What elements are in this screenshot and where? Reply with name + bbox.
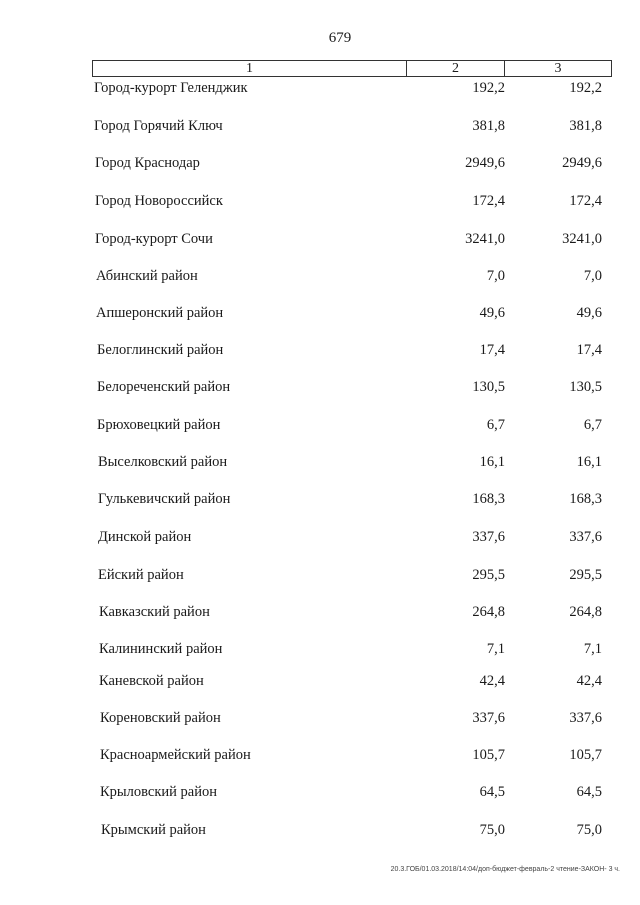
row-value-col3: 172,4: [569, 193, 602, 209]
row-value-col2: 337,6: [472, 529, 505, 545]
row-name: Кореновский район: [100, 710, 221, 726]
row-value-col2: 192,2: [472, 80, 505, 96]
row-value-col2: 130,5: [472, 379, 505, 395]
row-value-col3: 381,8: [569, 118, 602, 134]
row-name: Город-курорт Геленджик: [94, 80, 248, 96]
table-row: [0, 415, 640, 435]
row-value-col3: 42,4: [576, 673, 602, 689]
row-value-col3: 2949,6: [562, 155, 602, 171]
row-name: Каневской район: [99, 673, 204, 689]
row-name: Калининский район: [99, 641, 223, 657]
row-value-col3: 105,7: [569, 747, 602, 763]
row-value-col3: 64,5: [576, 784, 602, 800]
row-value-col3: 168,3: [569, 491, 602, 507]
row-value-col3: 75,0: [576, 822, 602, 838]
table-row: [0, 266, 640, 286]
row-name: Крымский район: [101, 822, 206, 838]
footer-note: 20.3.ГОБ/01.03.2018/14:04/доп-бюджет-февраль-2 чтение-ЗАКОН- 3 ч.: [390, 866, 620, 873]
row-name: Абинский район: [96, 268, 198, 284]
row-value-col3: 17,4: [576, 342, 602, 358]
table-row: [0, 116, 640, 136]
row-value-col2: 7,0: [486, 268, 505, 284]
row-value-col2: 381,8: [472, 118, 505, 134]
row-name: Белореченский район: [97, 379, 231, 395]
row-name: Гулькевичский район: [98, 491, 231, 507]
table-row: [0, 489, 640, 509]
row-name: Красноармейский район: [100, 747, 251, 763]
row-name: Город Краснодар: [95, 155, 200, 171]
row-value-col2: 16,1: [479, 454, 505, 470]
row-value-col3: 3241,0: [562, 231, 602, 247]
row-value-col3: 49,6: [576, 305, 602, 321]
table-row: [0, 527, 640, 547]
row-value-col2: 75,0: [479, 822, 505, 838]
row-value-col2: 64,5: [479, 784, 505, 800]
header-col-2: 2: [407, 61, 505, 76]
row-value-col3: 337,6: [569, 710, 602, 726]
header-col-1: 1: [93, 61, 407, 76]
table-row: [0, 452, 640, 472]
row-name: Выселковский район: [98, 454, 228, 470]
row-value-col2: 168,3: [472, 491, 505, 507]
row-value-col2: 172,4: [472, 193, 505, 209]
table-row: [0, 745, 640, 765]
row-name: Город Горячий Ключ: [94, 118, 223, 134]
row-value-col3: 192,2: [569, 80, 602, 96]
row-name: Динской район: [98, 529, 192, 545]
table-row: [0, 153, 640, 173]
row-value-col2: 17,4: [479, 342, 505, 358]
row-name: Город-курорт Сочи: [95, 231, 213, 247]
row-value-col3: 7,1: [583, 641, 602, 657]
table-row: [0, 671, 640, 691]
row-value-col3: 337,6: [569, 529, 602, 545]
table-row: [0, 820, 640, 840]
row-value-col3: 295,5: [569, 567, 602, 583]
row-name: Крыловский район: [100, 784, 217, 800]
row-value-col2: 6,7: [486, 417, 505, 433]
row-value-col2: 49,6: [479, 305, 505, 321]
row-value-col3: 130,5: [569, 379, 602, 395]
row-value-col2: 105,7: [472, 747, 505, 763]
table-row: [0, 377, 640, 397]
row-name: Ейский район: [98, 567, 184, 583]
table-row: [0, 340, 640, 360]
row-value-col2: 295,5: [472, 567, 505, 583]
row-value-col3: 16,1: [576, 454, 602, 470]
page-number: 679: [328, 30, 352, 46]
row-value-col2: 2949,6: [465, 155, 505, 171]
table-row: [0, 565, 640, 585]
row-value-col3: 264,8: [569, 604, 602, 620]
row-value-col3: 7,0: [583, 268, 602, 284]
row-value-col2: 3241,0: [465, 231, 505, 247]
row-value-col2: 264,8: [472, 604, 505, 620]
row-name: Брюховецкий район: [97, 417, 221, 433]
table-row: [0, 708, 640, 728]
header-col-3: 3: [554, 61, 562, 76]
table-row: [0, 782, 640, 802]
row-name: Кавказский район: [99, 604, 210, 620]
row-name: Белоглинский район: [97, 342, 224, 358]
row-value-col2: 7,1: [486, 641, 505, 657]
row-value-col2: 337,6: [472, 710, 505, 726]
table-row: [0, 602, 640, 622]
table-row: [0, 78, 640, 98]
table-row: [0, 639, 640, 659]
table-row: [0, 191, 640, 211]
table-row: [0, 229, 640, 249]
row-name: Апшеронский район: [96, 305, 224, 321]
table-row: [0, 303, 640, 323]
row-name: Город Новороссийск: [95, 193, 223, 209]
row-value-col2: 42,4: [479, 673, 505, 689]
row-value-col3: 6,7: [583, 417, 602, 433]
